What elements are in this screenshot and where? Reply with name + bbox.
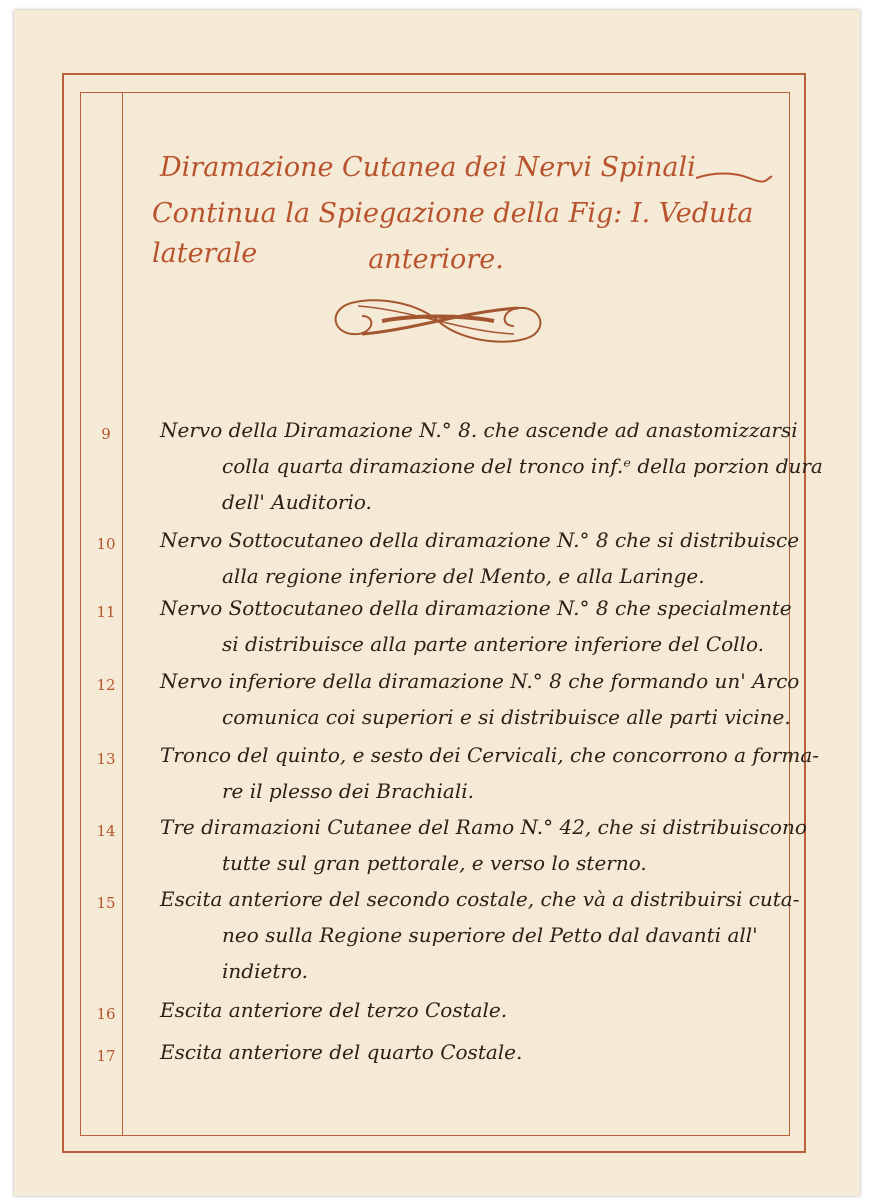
entry-number: 9	[101, 425, 111, 443]
entry-text-line: Tronco del quinto, e sesto dei Cervicali, che concorrono a forma-	[160, 743, 819, 767]
entry-text-line: Nervo della Diramazione N.° 8. che ascende ad anastomizzarsi	[160, 418, 798, 442]
entry-number: 10	[96, 535, 116, 553]
entry-text-line: dell' Auditorio.	[222, 490, 372, 514]
entry-text-line: tutte sul gran pettorale, e verso lo sterno.	[222, 851, 647, 875]
heading-line-3: anteriore.	[368, 244, 504, 275]
entry-text-line: si distribuisce alla parte anteriore inferiore del Collo.	[222, 632, 765, 656]
entry-number: 14	[96, 822, 116, 840]
heading-line-1: Diramazione Cutanea dei Nervi Spinali	[160, 152, 696, 183]
entry-text-line: neo sulla Regione superiore del Petto dal davanti all'	[222, 923, 758, 947]
entry-number: 16	[96, 1005, 116, 1023]
entry-text-line: re il plesso dei Brachiali.	[222, 779, 474, 803]
entry-text-line: colla quarta diramazione del tronco inf.ᵉ della porzion dura	[222, 454, 823, 478]
entry-number: 13	[96, 750, 116, 768]
heading-tail-flourish-icon	[694, 168, 774, 188]
entry-text-line: Escita anteriore del terzo Costale.	[160, 998, 508, 1022]
entry-number: 17	[96, 1047, 116, 1065]
entry-text-line: comunica coi superiori e si distribuisce alle parti vicine.	[222, 705, 791, 729]
entry-text-line: Nervo Sottocutaneo della diramazione N.° 8 che specialmente	[160, 596, 792, 620]
entry-text-line: Escita anteriore del quarto Costale.	[160, 1040, 523, 1064]
entry-text-line: indietro.	[222, 959, 308, 983]
entry-number: 12	[96, 676, 116, 694]
entry-text-line: alla regione inferiore del Mento, e alla Laringe.	[222, 564, 705, 588]
entry-text-line: Nervo Sottocutaneo della diramazione N.° 8 che si distribuisce	[160, 528, 800, 552]
entry-text-line: Tre diramazioni Cutanee del Ramo N.° 42, che si distribuiscono	[160, 815, 807, 839]
ornament-flourish-icon	[322, 290, 554, 352]
heading-line-2: Continua la Spiegazione della Fig: I. Veduta laterale	[152, 198, 754, 269]
entry-text-line: Nervo inferiore della diramazione N.° 8 che formando un' Arco	[160, 669, 800, 693]
entry-number: 11	[96, 603, 116, 621]
entry-number: 15	[96, 894, 116, 912]
entry-text-line: Escita anteriore del secondo costale, che và a distribuirsi cuta-	[160, 887, 800, 911]
